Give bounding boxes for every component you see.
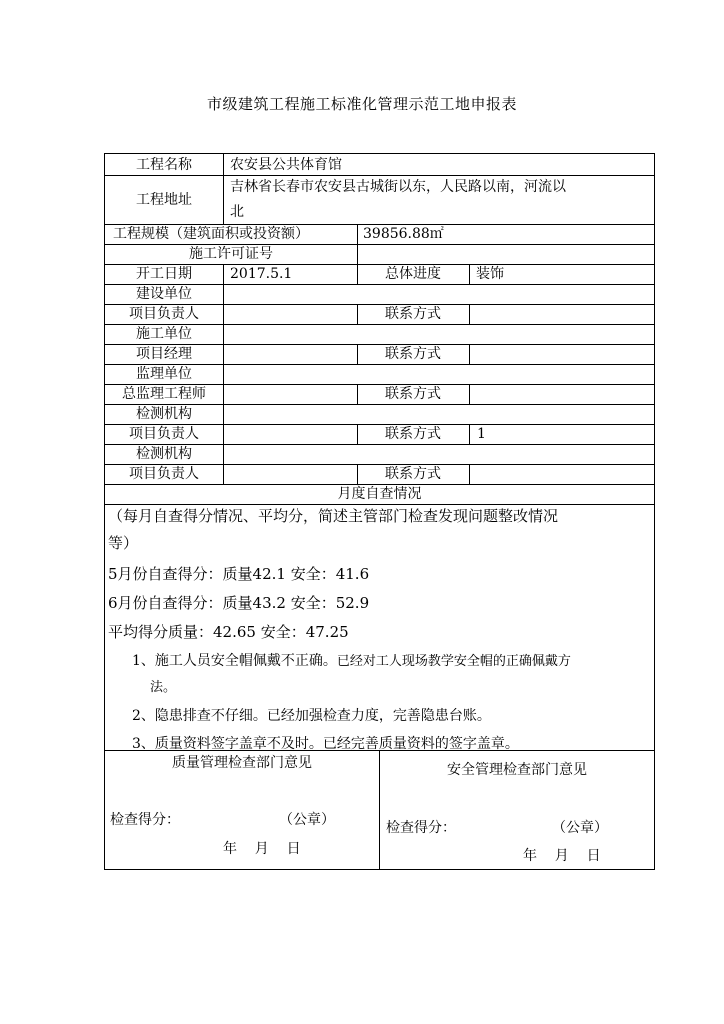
issue-item-1-fix: 已经对工人现场教学安全帽的正确佩戴方 (336, 654, 571, 669)
label-project-scale: 工程规模（建筑面积或投资额） (113, 226, 309, 242)
value-project-name: 农安县公共体育馆 (230, 157, 342, 173)
label-contact: 联系方式 (385, 306, 441, 322)
monthly-may-score: 5月份自查得分：质量42.1 安全：41.6 (108, 565, 370, 583)
col-divider (469, 384, 470, 404)
value-scale: 39856.88㎡ (363, 226, 444, 242)
label-project-name: 工程名称 (136, 157, 192, 173)
value-start-date: 2017.5.1 (230, 266, 293, 282)
safety-score-label: 检查得分： (386, 820, 456, 836)
issue-item-1-problem: 1、施工人员安全帽佩戴不正确。 (132, 653, 337, 669)
label-contact: 联系方式 (385, 346, 441, 362)
value-overall-progress: 装饰 (476, 266, 504, 282)
page-title: 市级建筑工程施工标准化管理示范工地申报表 (206, 95, 517, 113)
label-contact: 联系方式 (385, 426, 441, 442)
safety-date: 年 月 日 (523, 848, 601, 864)
label-permit: 施工许可证号 (189, 246, 273, 262)
quality-opinion-title: 质量管理检查部门意见 (172, 755, 312, 771)
label-contractor: 施工单位 (136, 326, 192, 342)
monthly-average-score: 平均得分质量：42.65 安全：47.25 (108, 623, 349, 641)
row-divider (105, 175, 654, 176)
label-contact: 联系方式 (385, 386, 441, 402)
label-start-date: 开工日期 (136, 266, 192, 282)
issue-item-1-cont: 法。 (150, 680, 177, 695)
col-divider (469, 304, 470, 324)
label-project-leader: 项目负责人 (129, 426, 199, 442)
value-address-line1: 吉林省长春市农安县古城街以东，人民路以南，河流以 (230, 179, 566, 195)
quality-score-label: 检查得分： (110, 812, 180, 828)
monthly-instruction: （每月自查得分情况、平均分，简述主管部门检查发现问题整改情况 (108, 507, 559, 525)
col-divider (357, 224, 358, 244)
label-project-leader: 项目负责人 (129, 466, 199, 482)
label-testing-agency: 检测机构 (136, 406, 192, 422)
issue-item-2: 2、隐患排查不仔细。已经加强检查力度，完善隐患台账。 (132, 708, 491, 724)
quality-seal: （公章） (279, 812, 335, 828)
label-chief-supervisor: 总监理工程师 (122, 386, 206, 402)
safety-seal: （公章） (552, 820, 608, 836)
label-project-manager: 项目经理 (136, 346, 192, 362)
safety-opinion-title: 安全管理检查部门意见 (447, 762, 587, 778)
monthly-june-score: 6月份自查得分：质量43.2 安全：52.9 (108, 594, 370, 612)
col-divider (469, 424, 470, 444)
label-supervisor-unit: 监理单位 (136, 366, 192, 382)
monthly-instruction-cont: 等） (108, 534, 139, 552)
label-builder: 建设单位 (136, 286, 192, 302)
col-divider (469, 264, 470, 284)
col-divider (223, 154, 224, 224)
value-address-line2: 北 (230, 204, 244, 220)
col-divider (223, 264, 224, 484)
quality-date: 年 月 日 (223, 841, 301, 857)
value-contact: 1 (477, 426, 486, 442)
label-contact: 联系方式 (385, 466, 441, 482)
col-divider (357, 244, 358, 264)
label-testing-agency: 检测机构 (136, 446, 192, 462)
col-divider (469, 464, 470, 484)
label-overall-progress: 总体进度 (385, 266, 441, 282)
label-project-leader: 项目负责人 (129, 306, 199, 322)
application-form (104, 153, 655, 870)
issue-item-3: 3、质量资料签字盖章不及时。已经完善质量资料的签字盖章。 (132, 736, 519, 752)
issue-item-1 (132, 652, 571, 671)
col-divider (469, 344, 470, 364)
label-project-address: 工程地址 (136, 192, 192, 208)
monthly-header: 月度自查情况 (337, 486, 422, 502)
